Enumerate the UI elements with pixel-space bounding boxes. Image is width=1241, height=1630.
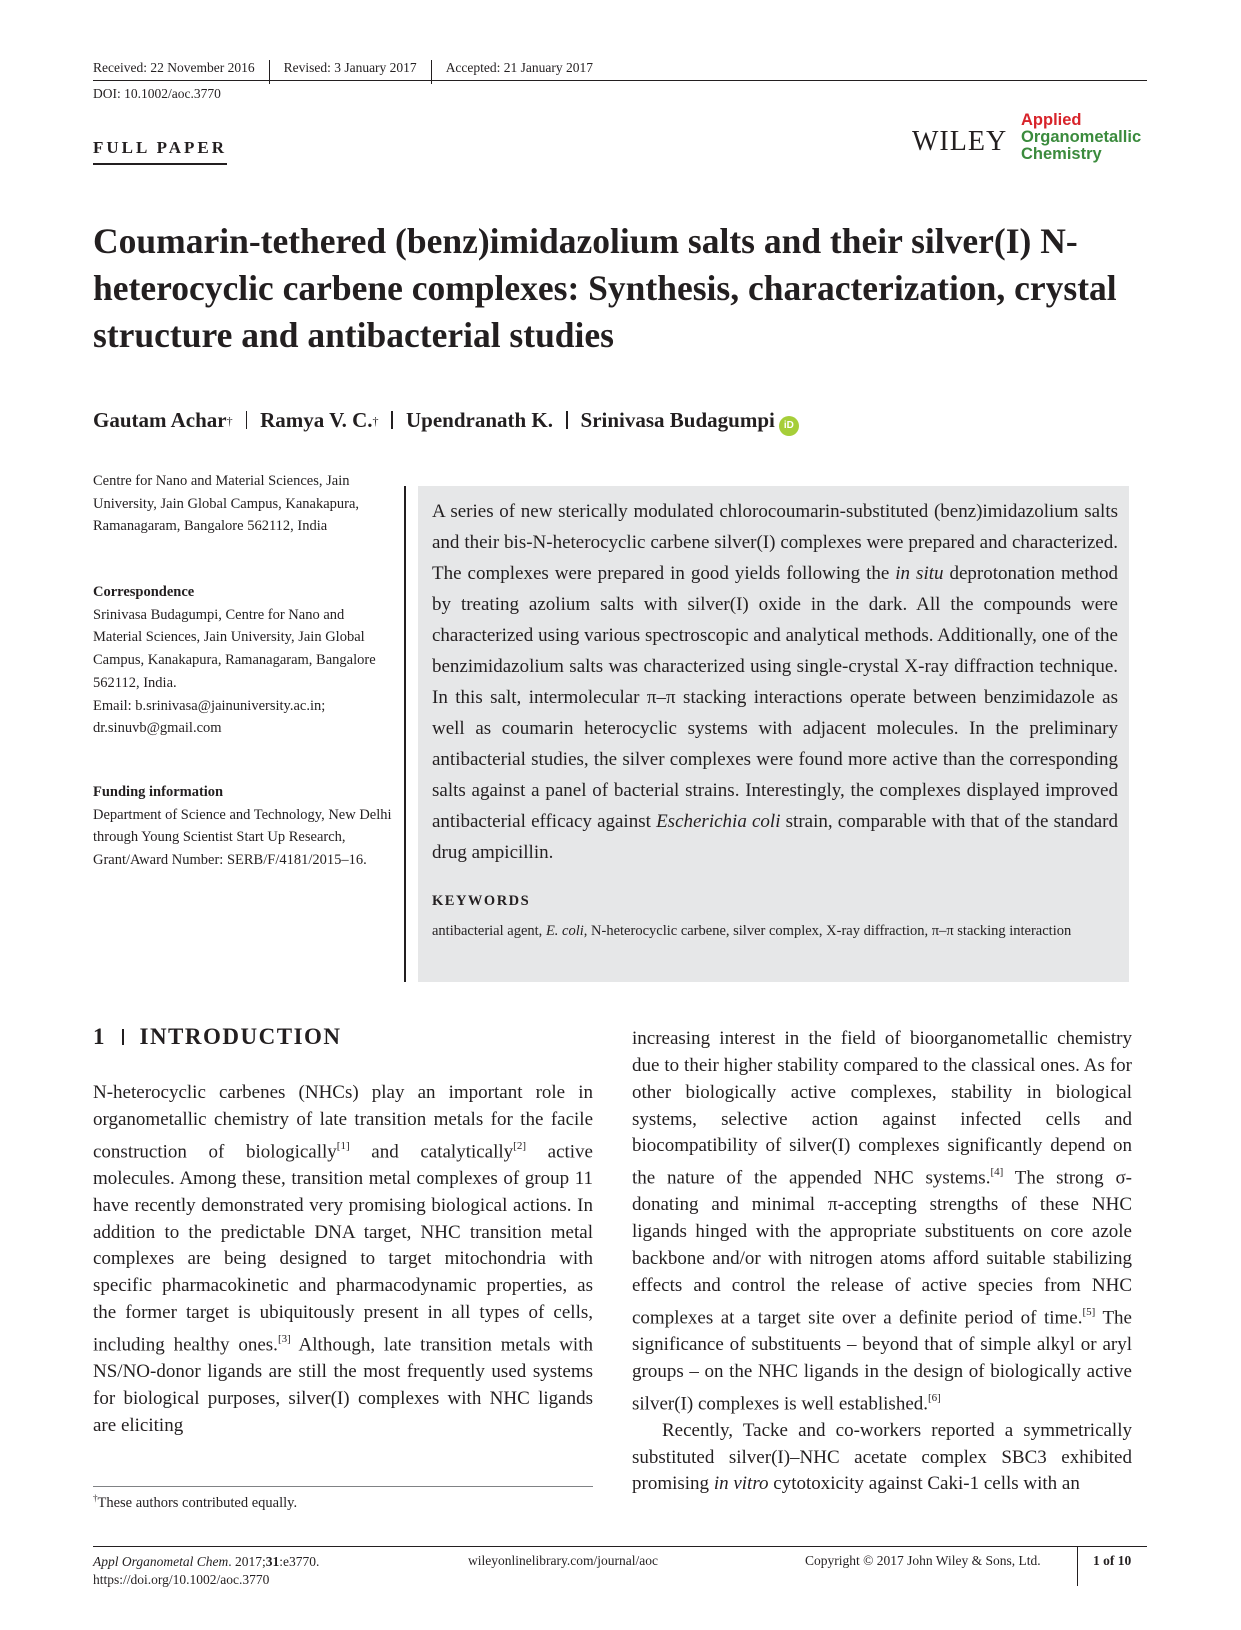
author-separator [566, 411, 568, 429]
intro-right-column [632, 1026, 1132, 1498]
orcid-icon[interactable]: iD [779, 416, 799, 436]
footnote-mark: † [93, 1493, 98, 1503]
italic-text: in vitro [713, 1473, 769, 1495]
citation [93, 1553, 319, 1589]
correspondence-heading: Correspondence [93, 584, 195, 600]
intro-left-column: N-heterocyclic carbenes (NHCs) play an important role in organometallic chemistry of late transition metals for the facile construction of biologically[1] and catalytically[2] active molecules. Among these, transition metal complexes of group 11 have recently demonstrated very promising biological actions. In addition to the predictable DNA target, NHC transition metal complexes are being designed to target mitochondria with specific pharmacokinetic and pharmacodynamic properties, as the former target is ubiquitously present in all types of cells, including healthy ones.[3] Although, late transition metals with NS/NO-donor ligands are still the most frequently used systems for biological purposes, silver(I) complexes with NHC ligands are eliciting [93, 1082, 593, 1436]
received-date: Received: 22 November 2016 [93, 60, 255, 75]
author-name[interactable]: Gautam Achar [93, 408, 227, 432]
section-number: 1 [93, 1024, 106, 1049]
paragraph: increasing interest in the field of bioorganometallic chemistry due to their higher stability compared to the classical ones. As for other biologically active complexes, stability in biological systems, selective action against infected cells and biocompatibility of silver(I) complexes significantly depend on the nature of the appended NHC systems.[4] The strong σ-donating and minimal π-accepting strengths of these NHC ligands hinged with the appropriate substituents on core azole backbone and/or with nitrogen atoms afford suitable stabilizing effects and control the release of active species from NHC complexes at a target site over a definite period of time.[5] The significance of substituents – beyond that of simple alkyl or aryl groups – on the NHC ligands in the design of biologically active silver(I) complexes is well established.[6] [632, 1028, 1133, 1414]
funding-text: Department of Science and Technology, New Delhi through Young Scientist Start Up Research, Grant/Award Number: SERB/F/4181/2015–16. [93, 806, 392, 869]
citation-ref[interactable]: [2] [513, 1139, 526, 1152]
citation-ref[interactable]: [5] [1082, 1305, 1096, 1318]
doi: DOI: 10.1002/aoc.3770 [93, 86, 221, 101]
paragraph: Recently, Tacke and co-workers reported a symmetrically substituted silver(I)–NHC acetate complex SBC3 exhibited promising in vitro cytotoxicity against Caki-1 cells with an [632, 1419, 1132, 1495]
keyword-italic: E. coli [545, 923, 584, 939]
correspondence [93, 581, 393, 740]
doi-link[interactable]: https://doi.org/10.1002/aoc.3770 [93, 1572, 270, 1587]
author-mark: † [372, 414, 379, 428]
author-name[interactable]: Ramya V. C. [260, 408, 373, 432]
footnote: †These authors contributed equally. [93, 1493, 298, 1511]
footer-rule [93, 1546, 1147, 1547]
footer-divider [1077, 1546, 1078, 1586]
abstract: A series of new sterically modulated chlorocoumarin-substituted (benz)imidazolium salts and their bis-N-heterocyclic carbene silver(I) complexes were prepared and characterized. The complexes were prepared in good yields following the in situ deprotonation method by treating azolium salts with silver(I) oxide in the dark. All the compounds were characterized using various spectroscopic and analytical methods. Additionally, one of the benzimidazolium salts was characterized using single-crystal X-ray diffraction technique. In this salt, intermolecular π–π stacking interactions operate between benzimidazole as well as coumarin heterocyclic systems with adjacent molecules. In the preliminary antibacterial studies, the silver complexes were found more active than the corresponding salts against a panel of bacterial strains. Interestingly, the complexes displayed improved antibacterial efficacy against Escherichia coli strain, comparable with that of the standard drug ampicillin. [432, 501, 1118, 863]
article-type: FULL PAPER [93, 138, 227, 165]
citation-ref[interactable]: [4] [990, 1166, 1004, 1179]
citation-ref[interactable]: [6] [928, 1391, 941, 1404]
author-list [93, 408, 799, 435]
copyright: Copyright © 2017 John Wiley & Sons, Ltd. [805, 1553, 1041, 1568]
journal-logo [1021, 112, 1141, 163]
journal-logo-line3: Chemistry [1021, 145, 1102, 163]
funding-heading: Funding information [93, 784, 224, 800]
abstract-italic: Escherichia coli [656, 811, 781, 832]
author-name[interactable]: Upendranath K. [405, 408, 554, 432]
author-separator [391, 411, 393, 429]
header-rule [93, 80, 1147, 81]
funding [93, 781, 393, 872]
citation-ref[interactable]: [3] [277, 1332, 291, 1345]
author-name[interactable]: Srinivasa Budagumpi [580, 408, 775, 432]
revised-date: Revised: 3 January 2017 [283, 60, 417, 75]
affiliation: Centre for Nano and Material Sciences, Jain University, Jain Global Campus, Kanakapura, Ramanagaram, Bangalore 562112, India [93, 473, 360, 535]
column-divider [404, 486, 406, 982]
article-dates [93, 56, 593, 80]
paper-title: Coumarin-tethered (benz)imidazolium salts and their silver(I) N-heterocyclic carbene complexes: Synthesis, characterization, crystal structure and antibacterial studies [93, 221, 1117, 355]
journal-logo-line2: Organometallic [1021, 128, 1142, 146]
publisher-logo: WILEY [912, 126, 1008, 157]
journal-site-link[interactable]: wileyonlinelibrary.com/journal/aoc [468, 1553, 658, 1568]
page-number: 1 of 10 [1093, 1553, 1132, 1568]
heading-separator [122, 1029, 124, 1045]
journal-logo-line1: Applied [1021, 111, 1082, 129]
journal-citation: Appl Organometal Chem. 2017;31:e3770. [93, 1554, 320, 1569]
footnote-rule [93, 1486, 593, 1487]
author-mark: † [226, 414, 233, 428]
correspondence-email[interactable]: Email: b.srinivasa@jainuniversity.ac.in; dr.sinuvb@gmail.com [93, 697, 326, 737]
author-separator [246, 411, 248, 429]
accepted-date: Accepted: 21 January 2017 [445, 60, 594, 75]
keywords: antibacterial agent, E. coli, N-heterocyclic carbene, silver complex, X-ray diffraction, π–π stacking interaction [432, 923, 1072, 939]
citation-ref[interactable]: [1] [336, 1139, 350, 1152]
correspondence-text: Srinivasa Budagumpi, Centre for Nano and Material Sciences, Jain University, Jain Global Campus, Kanakapura, Ramanagaram, Bangalore 562112, India. [93, 606, 376, 691]
keywords-heading: KEYWORDS [432, 893, 531, 909]
abstract-italic: in situ [895, 563, 944, 584]
section-heading [93, 1024, 342, 1050]
section-title: INTRODUCTION [139, 1024, 342, 1049]
